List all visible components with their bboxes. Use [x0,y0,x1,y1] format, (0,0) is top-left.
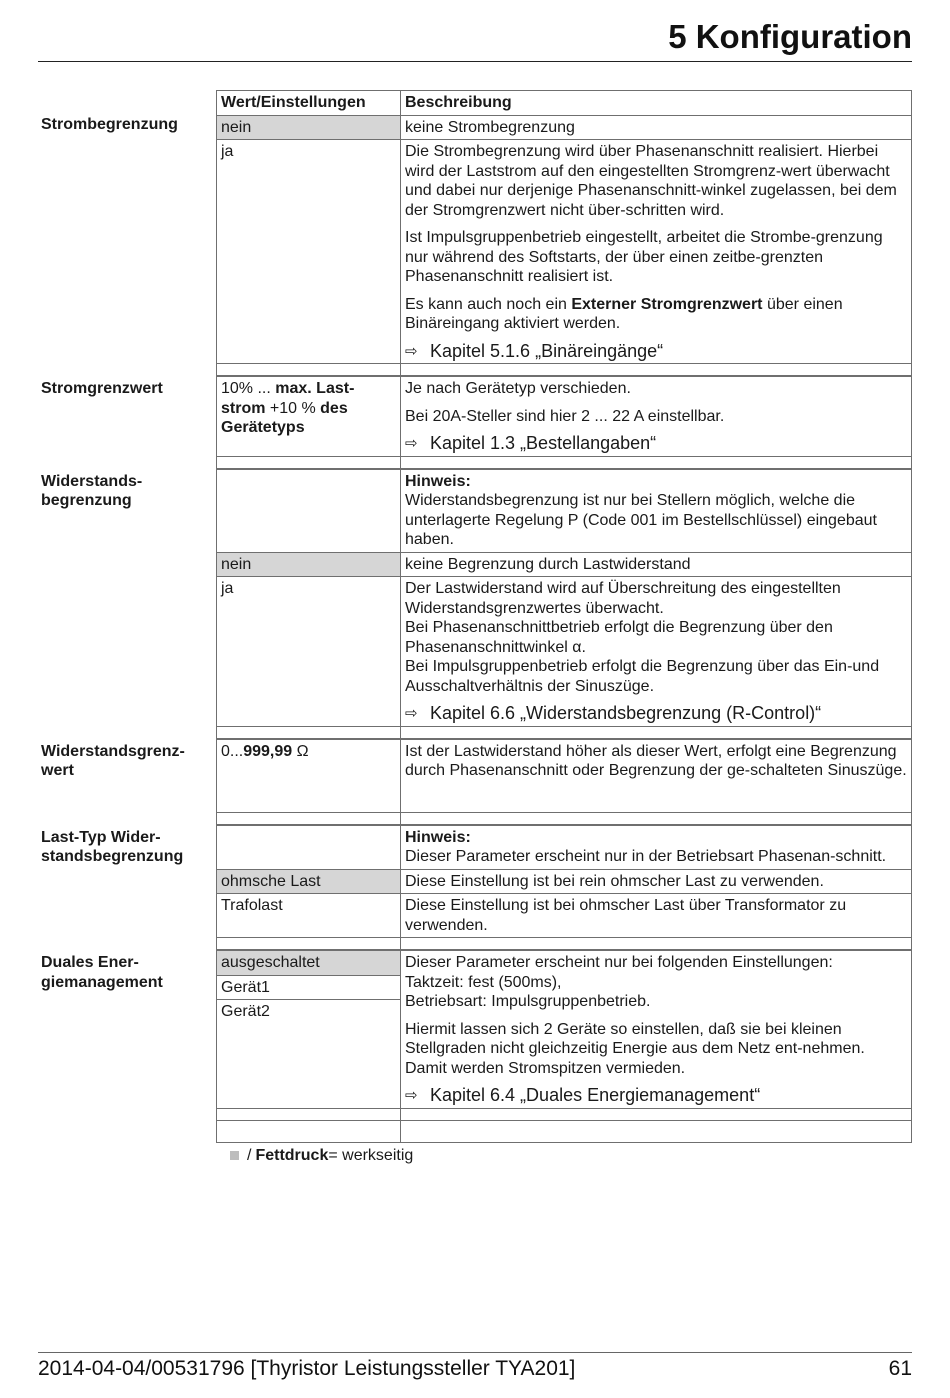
reference-text: Kapitel 5.1.6 „Binäreingänge“ [430,340,664,361]
footer-document-info: 2014-04-04/00531796 [Thyristor Leistungssteller TYA201] [38,1357,576,1380]
value-cell: ja [217,140,401,364]
table-row [217,869,912,894]
section-label: Stromgrenzwert [41,380,163,397]
value-cell-empty [217,469,401,552]
note-cell [401,469,912,552]
reference-text: Kapitel 6.6 „Widerstandsbegrenzung (R-Control)“ [430,703,822,723]
table-row [217,894,912,938]
chapter-reference [405,342,907,362]
table-row [217,577,912,727]
section-label: Strombegrenzung [41,116,178,133]
footer-rule [38,1352,912,1353]
description-cell: Ist der Lastwiderstand höher als dieser Wert, erfolgt eine Begrenzung durch Phasenanschnitt oder Begrenzung der ge-schalteten Sinuszüge. [401,739,912,812]
description-paragraph: Je nach Gerätetyp verschieden. [405,380,631,397]
reference-text: Kapitel 1.3 „Bestellangaben“ [430,433,657,453]
note-title: Hinweis: [405,472,471,490]
parameter-table [216,739,912,825]
value-cell-default: nein [217,115,401,140]
description-cell: Diese Einstellung ist bei rein ohmscher Last zu verwenden. [401,869,912,894]
table-header-row [217,91,912,116]
description-paragraph: Bei 20A-Steller sind hier 2 ... 22 A einstellbar. [405,407,725,425]
value-cell-default: nein [217,552,401,577]
value-cell-empty [217,825,401,869]
table-row [217,140,912,364]
section-strombegrenzung [38,90,912,376]
column-header-description: Beschreibung [401,91,912,116]
value-option: Gerät2 [221,1003,270,1020]
table-row [217,739,912,812]
chapter-reference [405,1086,907,1106]
table-row [217,469,912,552]
legend: / Fettdruck = werkseitig [222,1146,912,1166]
chapter-title: 5 Konfiguration [668,18,912,55]
table-row [217,825,912,869]
value-option-default: ausgeschaltet [217,951,400,976]
note-cell [401,825,912,869]
description-cell [401,577,912,727]
section-label: Duales Ener-giemanagement [41,954,163,991]
note-text: Dieser Parameter erscheint nur in der Betriebsart Phasenan-schnitt. [405,848,887,865]
arrow-right-icon: ⇨ [405,342,418,360]
description-paragraph: Dieser Parameter erscheint nur bei folgenden Einstellungen: Taktzeit: fest (500ms), Betriebsart: Impulsgruppenbetrieb. [405,954,833,1010]
header-rule [38,61,912,62]
description-paragraph: Die Strombegrenzung wird über Phasenanschnitt realisiert. Hierbei wird der Laststrom auf den eingestellten Stromgrenz-wert überwacht und dabei nur derjenige Phasenanschnitt-winkel zugelassen, bei dem der Stromgrenzwert nicht über-schritten wird. [405,143,897,219]
value-cell: 10% ... max. Last-strom +10 % des Gerätetyps [217,377,401,457]
value-cell: Trafolast [217,894,401,938]
description-cell [401,140,912,364]
note-title: Hinweis: [405,828,471,846]
column-header-value: Wert/Einstellungen [217,91,401,116]
description-paragraph: Hiermit lassen sich 2 Geräte so einstellen, daß sie bei kleinen Stellgraden nicht gleichzeitig Energie aus dem Netz ent-nehmen. Damit werden Stromspitzen vermieden. [405,1020,865,1077]
section-label: Widerstandsgrenz-wert [41,742,185,779]
value-cell: 0...999,99 Ω [217,739,401,812]
value-cell: ja [217,577,401,727]
grey-square-icon [230,1151,239,1160]
parameter-table [216,950,912,1143]
description-cell: keine Strombegrenzung [401,115,912,140]
reference-text: Kapitel 6.4 „Duales Energiemanagement“ [430,1085,761,1105]
chapter-reference [405,434,907,454]
value-option: Gerät1 [217,976,400,1001]
description-cell: keine Begrenzung durch Lastwiderstand [401,552,912,577]
section-widerstandsbegrenzung [38,469,912,739]
empty-table-row [217,1120,912,1142]
section-label: Widerstands-begrenzung [41,472,143,509]
section-widerstandsgrenzwert [38,739,912,825]
description-paragraph: Ist Impulsgruppenbetrieb eingestellt, arbeitet die Strombe-grenzung nur während des Softstarts, der über einen zeitbe-grenzten Phasenanschnitt realisiert ist. [405,229,883,285]
description-cell [401,377,912,457]
note-text: Widerstandsbegrenzung ist nur bei Stellern möglich, welche die unterlagerte Regelung P (Code 001 im Bestellschlüssel) eingebaut haben. [405,492,877,548]
description-paragraph: Es kann auch noch ein Externer Stromgrenzwert über einen Binäreingang aktiviert werden. [405,295,843,332]
table-row [217,552,912,577]
value-cell-default: ohmsche Last [217,869,401,894]
description-cell [401,951,912,1109]
description-cell: Diese Einstellung ist bei ohmscher Last über Transformator zu verwenden. [401,894,912,938]
section-label: Last-Typ Wider-standsbegrenzung [41,828,184,865]
section-duales-energiemanagement [38,950,912,1143]
description-line: Bei Impulsgruppenbetrieb erfolgt die Begrenzung über das Ein-und Ausschaltverhältnis der Sinuszüge. [405,658,880,695]
arrow-right-icon: ⇨ [405,435,418,452]
page-number: 61 [888,1357,912,1380]
section-lasttyp [38,825,912,951]
parameter-content [38,90,912,1165]
table-row [217,115,912,140]
table-row [217,377,912,457]
description-line: Der Lastwiderstand wird auf Überschreitung des eingestellten Widerstandsgrenzwertes überwacht. [405,580,841,617]
description-line: Bei Phasenanschnittbetrieb erfolgt die Begrenzung über den Phasenanschnittwinkel α. [405,619,833,656]
table-row [217,951,912,1109]
section-stromgrenzwert [38,376,912,469]
arrow-right-icon: ⇨ [405,1087,418,1104]
parameter-table [216,825,912,951]
value-list-cell [217,951,401,1109]
parameter-table [216,376,912,469]
arrow-right-icon: ⇨ [405,705,418,722]
parameter-table [216,90,912,376]
parameter-table [216,469,912,739]
chapter-reference [405,704,907,724]
